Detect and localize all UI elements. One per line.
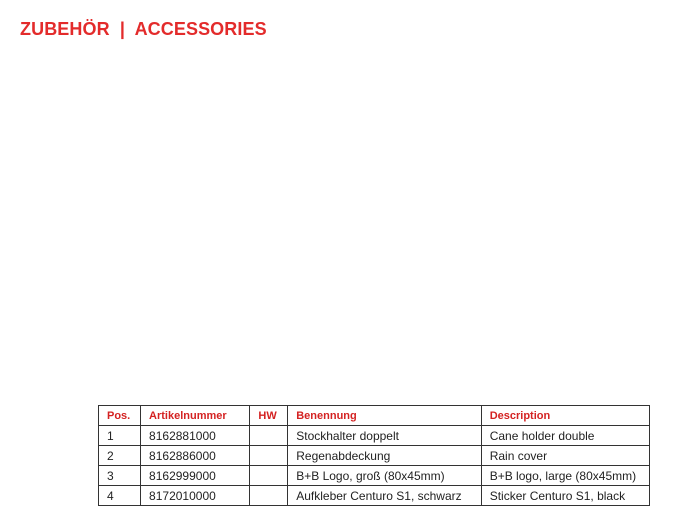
header-description: Description — [481, 406, 649, 426]
accessories-table — [98, 405, 650, 506]
cell-name-de: Aufkleber Centuro S1, schwarz — [288, 486, 481, 506]
cell-hw — [250, 446, 288, 466]
page-title: ZUBEHÖR | ACCESSORIES — [20, 19, 267, 39]
cell-article-number: 8162881000 — [141, 426, 250, 446]
cell-hw — [250, 486, 288, 506]
cell-name-de: B+B Logo, groß (80x45mm) — [288, 466, 481, 486]
table-row — [99, 486, 650, 506]
cell-article-number: 8162999000 — [141, 466, 250, 486]
cell-description: Cane holder double — [481, 426, 649, 446]
table-row — [99, 426, 650, 446]
cell-description: Rain cover — [481, 446, 649, 466]
cell-description: Sticker Centuro S1, black — [481, 486, 649, 506]
cell-pos: 4 — [99, 486, 141, 506]
cell-name-de: Stockhalter doppelt — [288, 426, 481, 446]
header-hw: HW — [250, 406, 288, 426]
table-row — [99, 446, 650, 466]
cell-hw — [250, 426, 288, 446]
cell-pos: 2 — [99, 446, 141, 466]
table-header-row — [99, 406, 650, 426]
header-article-number: Artikelnummer — [141, 406, 250, 426]
table-row — [99, 466, 650, 486]
cell-name-de: Regenabdeckung — [288, 446, 481, 466]
header-pos: Pos. — [99, 406, 141, 426]
cell-pos: 3 — [99, 466, 141, 486]
header-name-de: Benennung — [288, 406, 481, 426]
cell-description: B+B logo, large (80x45mm) — [481, 466, 649, 486]
cell-article-number: 8162886000 — [141, 446, 250, 466]
cell-hw — [250, 466, 288, 486]
cell-pos: 1 — [99, 426, 141, 446]
cell-article-number: 8172010000 — [141, 486, 250, 506]
